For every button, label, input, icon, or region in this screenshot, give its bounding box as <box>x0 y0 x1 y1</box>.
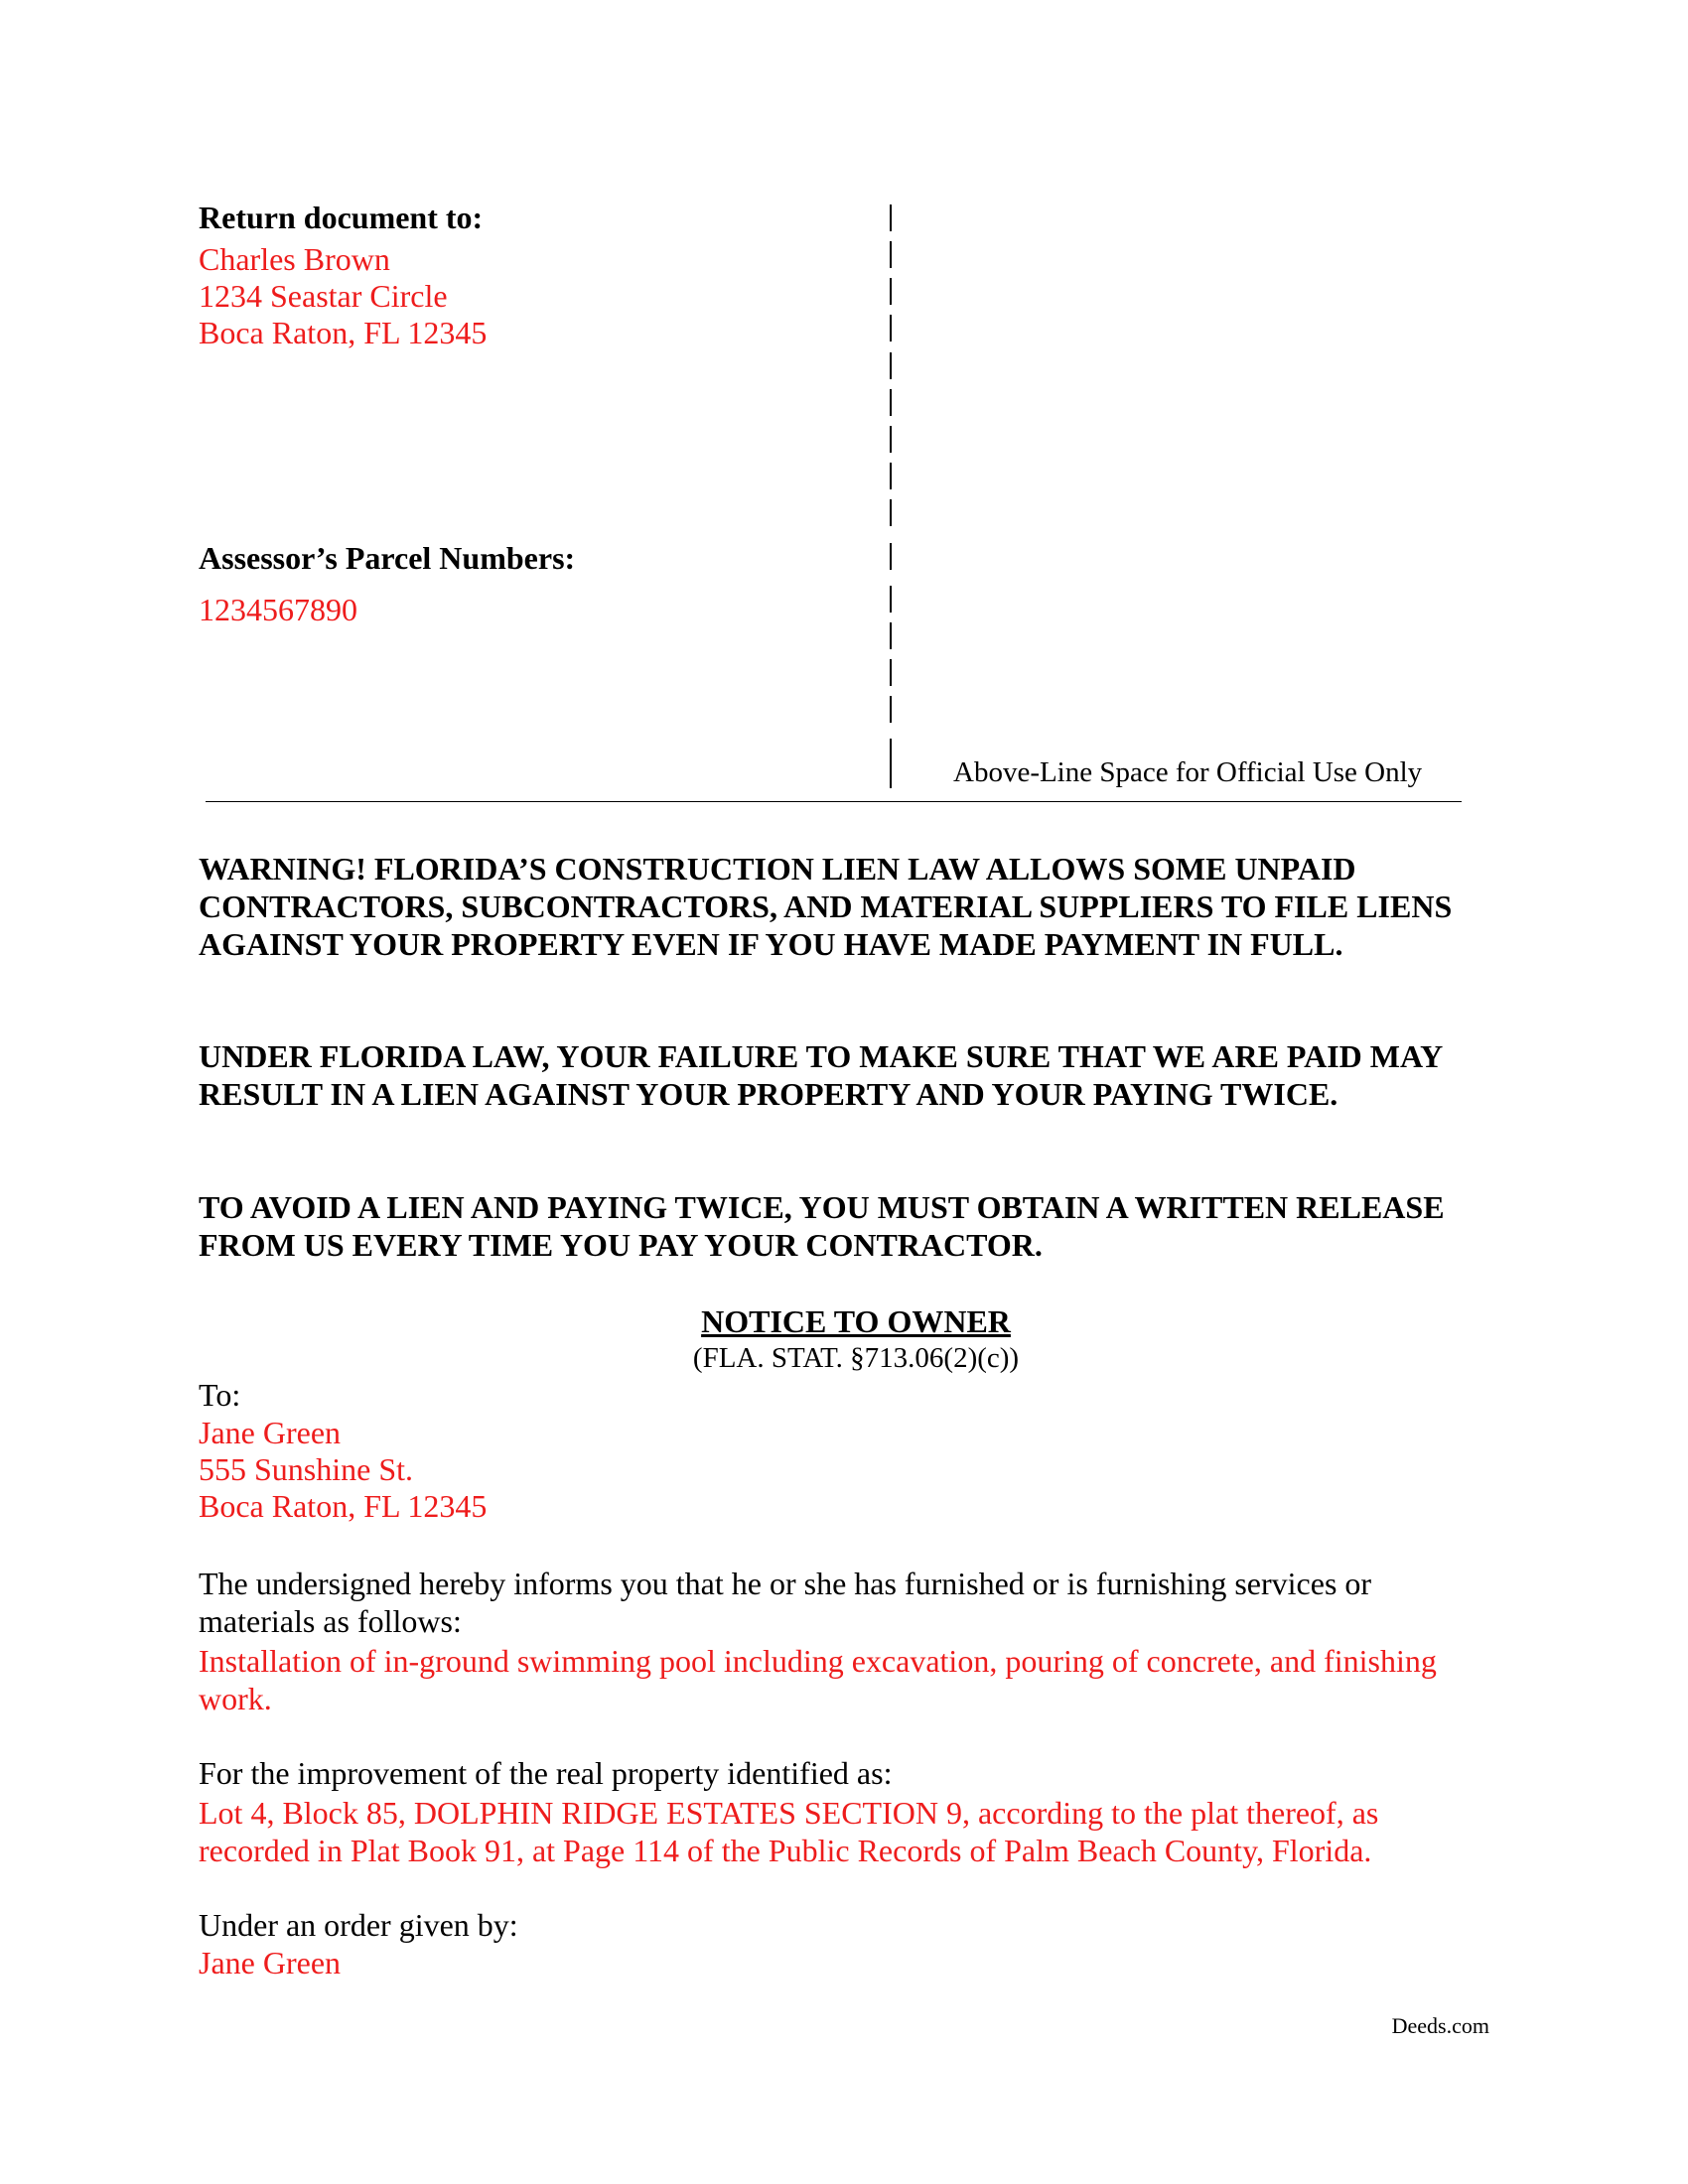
statute-citation: (FLA. STAT. §713.06(2)(c)) <box>692 1342 1020 1374</box>
return-city: Boca Raton, FL 12345 <box>199 315 488 350</box>
warning-paragraph-3 <box>199 1188 1479 1264</box>
parcel-label: Assessor’s Parcel Numbers: <box>199 540 576 576</box>
to-label: To: <box>199 1377 241 1413</box>
recording-line <box>206 801 1462 802</box>
order-name: Jane Green <box>199 1945 342 1980</box>
recipient-street: 555 Sunshine St. <box>199 1451 414 1487</box>
official-use-label: Above-Line Space for Official Use Only <box>953 756 1423 788</box>
recipient-city: Boca Raton, FL 12345 <box>199 1488 488 1524</box>
warning-paragraph-1: WARNING! FLORIDA’S CONSTRUCTION LIEN LAW ALLOWS SOME UNPAID CONTRACTORS, SUBCONTRACTORS, AND MATERIAL SUPPLIERS TO FILE LIENS AGAINST YOUR PROPERTY EVEN IF YOU HAVE MADE PAYMENT IN FULL. <box>199 851 1453 962</box>
warning-text-3: TO AVOID A LIEN AND PAYING TWICE, YOU MUST OBTAIN A WRITTEN RELEASE FROM US EVERY TIME YOU PAY YOUR CONTRACTOR. <box>199 1189 1445 1263</box>
parcel-number: 1234567890 <box>199 592 357 627</box>
furnish-detail: Installation of in-ground swimming pool including excavation, pouring of concrete, and finishing work. <box>199 1643 1437 1716</box>
property-intro: For the improvement of the real property identified as: <box>199 1755 893 1791</box>
return-document-label: Return document to: <box>199 200 484 235</box>
furnish-intro: The undersigned hereby informs you that he or she has furnished or is furnishing services or materials as follows: <box>199 1566 1372 1639</box>
return-name: Charles Brown <box>199 241 390 277</box>
recipient-name: Jane Green <box>199 1415 342 1450</box>
order-intro: Under an order given by: <box>199 1907 518 1943</box>
notice-title: NOTICE TO OWNER <box>701 1303 1011 1339</box>
return-street: 1234 Seastar Circle <box>199 278 448 314</box>
property-description: Lot 4, Block 85, DOLPHIN RIDGE ESTATES SECTION 9, according to the plat thereof, as recorded in Plat Book 91, at Page 114 of the Public Records of Palm Beach County, Florida. <box>199 1795 1379 1868</box>
footer-brand: Deeds.com <box>1391 2013 1489 2038</box>
warning-paragraph-2: UNDER FLORIDA LAW, YOUR FAILURE TO MAKE SURE THAT WE ARE PAID MAY RESULT IN A LIEN AGAINST YOUR PROPERTY AND YOUR PAYING TWICE. <box>199 1038 1443 1112</box>
